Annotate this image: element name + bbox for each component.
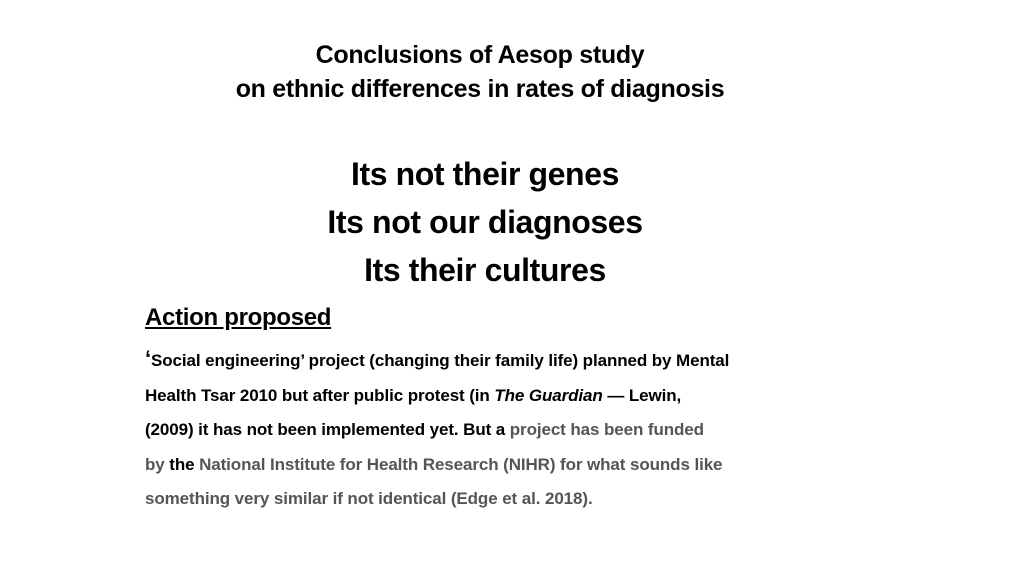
paragraph-line-4-muted: National Institute for Health Research (NIHR) for what sounds like xyxy=(194,454,723,474)
slide-title xyxy=(60,38,900,106)
claim-cultures: Its their cultures xyxy=(364,252,606,288)
guardian-reference: The Guardian xyxy=(494,385,603,405)
title-line-1: Conclusions of Aesop study xyxy=(315,41,645,69)
paragraph-line-5: something very similar if not identical (Edge et al. 2018). xyxy=(145,489,593,508)
paragraph-line-4-text-a: by xyxy=(145,454,170,474)
paragraph-line-2-text-b: — Lewin, xyxy=(602,385,682,405)
paragraph-line-2 xyxy=(145,379,865,414)
paragraph-line-4-the: the xyxy=(169,454,195,474)
paragraph-line-1 xyxy=(145,344,865,379)
paragraph-line-3-text-a: (2009) it has not been implemented yet. But a xyxy=(145,420,510,439)
title-line-2: on ethnic differences in rates of diagnosis xyxy=(235,75,725,103)
paragraph-line-3-muted: project has been funded xyxy=(509,420,704,439)
paragraph-line-1-text: Social engineering’ project (changing their family life) planned by Mental xyxy=(151,351,730,370)
claims-block xyxy=(160,150,810,294)
paragraph-line-2-text-a: Health Tsar 2010 but after public protest (in xyxy=(145,385,495,405)
claim-diagnoses: Its not our diagnoses xyxy=(327,204,643,240)
paragraph-line-4 xyxy=(145,448,865,483)
paragraph-line-3 xyxy=(145,413,865,448)
claim-genes: Its not their genes xyxy=(351,156,619,192)
action-heading: Action proposed xyxy=(145,304,332,331)
action-paragraph xyxy=(145,344,865,517)
opening-quote: ‘ xyxy=(145,346,152,371)
